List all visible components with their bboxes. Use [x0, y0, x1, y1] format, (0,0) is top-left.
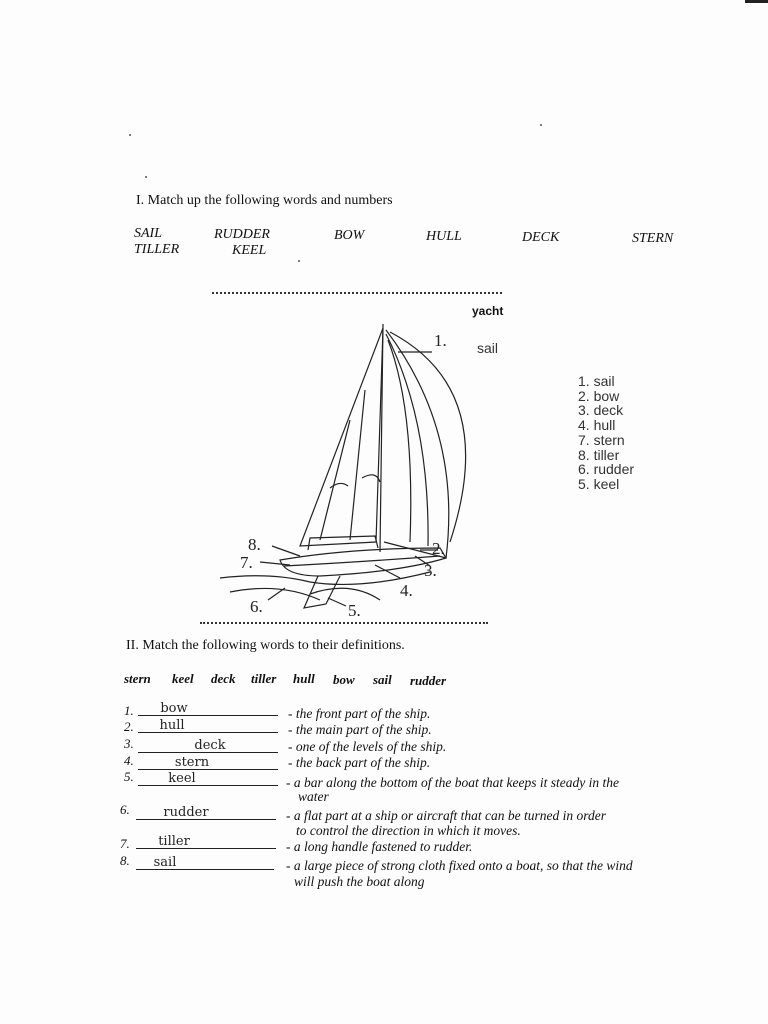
word-deck: DECK: [522, 230, 560, 245]
answer-text: bow: [160, 701, 188, 716]
answer-text: rudder: [163, 805, 209, 820]
answer-blank: [138, 718, 278, 733]
definition-continued: water: [298, 789, 329, 804]
def-word-hull: hull: [293, 671, 315, 686]
scan-speck: [540, 124, 542, 126]
callout-1: 1.: [434, 331, 447, 350]
callout-3: 3.: [424, 561, 437, 580]
answer-blank: [138, 738, 278, 753]
answer-blank: [136, 834, 276, 849]
answer-list-item: 8. tiller: [578, 446, 620, 463]
hull-shape: [280, 548, 446, 576]
word-bow: BOW: [334, 228, 365, 243]
scan-edge-mark: [745, 0, 768, 3]
answer-blank: [136, 855, 274, 870]
answer-blank: [138, 771, 278, 786]
answer-list-item: 5. keel: [578, 475, 620, 492]
answer-list-item: 3. deck: [578, 402, 624, 419]
section1-heading: I. Match up the following words and numbers: [136, 193, 393, 208]
definition: - the main part of the ship.: [288, 722, 432, 737]
definition: - a large piece of strong cloth fixed onto a boat, so that the wind: [286, 858, 633, 873]
word-hull: HULL: [426, 229, 462, 244]
answer-text: keel: [168, 771, 196, 786]
answer-text: hull: [159, 718, 185, 733]
dotted-divider-bottom: [200, 622, 488, 624]
item-number: 8.: [120, 853, 130, 868]
item-number: 6.: [120, 802, 130, 817]
answer-text: tiller: [158, 834, 190, 849]
jib-sail: [384, 330, 449, 558]
item-number: 5.: [124, 769, 134, 784]
word-tiller: TILLER: [134, 242, 180, 257]
answer-list-item: 4. hull: [578, 417, 616, 434]
callout-2: 2.: [432, 539, 445, 558]
definition-continued: will push the boat along: [294, 874, 425, 889]
callout-7: 7.: [240, 553, 253, 572]
answer-text: deck: [194, 738, 226, 753]
def-word-keel: keel: [172, 671, 194, 686]
answer-list-item: 6. rudder: [578, 461, 635, 478]
dotted-divider-top: [212, 292, 502, 294]
word-stern: STERN: [632, 231, 674, 246]
mainsail: [300, 328, 383, 546]
word-rudder: RUDDER: [214, 227, 270, 242]
def-word-stern: stern: [124, 671, 151, 686]
definition: - one of the levels of the ship.: [288, 739, 447, 754]
answer-blank: [136, 805, 276, 820]
callout-5: 5.: [348, 601, 361, 620]
definition: - a bar along the bottom of the boat that keeps it steady in the: [286, 775, 619, 790]
def-word-sail: sail: [373, 672, 392, 687]
answer-text: stern: [174, 755, 210, 770]
def-word-deck: deck: [211, 671, 236, 686]
answer-blank: [138, 755, 278, 770]
callout-6: 6.: [250, 597, 263, 616]
answer-text: sail: [153, 855, 177, 870]
sailboat-diagram: [200, 310, 500, 622]
item-number: 4.: [124, 753, 134, 768]
answer-list-item: 1. sail: [578, 373, 615, 389]
scan-speck: [298, 260, 300, 262]
definition: - the back part of the ship.: [288, 755, 431, 770]
definition: - a long handle fastened to rudder.: [286, 839, 473, 854]
item-number: 7.: [120, 836, 130, 851]
section2-heading: II. Match the following words to their definitions.: [126, 638, 405, 653]
definition: - the front part of the ship.: [288, 706, 431, 721]
definition: - a flat part at a ship or aircraft that can be turned in order: [286, 808, 606, 823]
def-word-tiller: tiller: [251, 671, 277, 686]
diagram-sail-label: sail: [477, 340, 499, 356]
answer-blank: [138, 701, 278, 716]
def-word-rudder: rudder: [410, 673, 447, 688]
definition-continued: to control the direction in which it moves.: [296, 823, 521, 838]
item-number: 3.: [124, 736, 134, 751]
answer-list-item: 7. stern: [578, 431, 625, 448]
scan-speck: [129, 134, 131, 136]
word-keel: KEEL: [232, 243, 267, 258]
item-number: 2.: [124, 719, 134, 734]
diagram-title: yacht: [472, 304, 504, 318]
def-word-bow: bow: [333, 672, 355, 687]
callout-4: 4.: [400, 581, 413, 600]
scan-speck: [145, 176, 147, 178]
word-sail: SAIL: [134, 226, 162, 241]
answer-list: [578, 374, 634, 492]
item-number: 1.: [124, 703, 134, 718]
answer-list-item: 2. bow: [578, 387, 620, 404]
callout-8: 8.: [248, 535, 261, 554]
